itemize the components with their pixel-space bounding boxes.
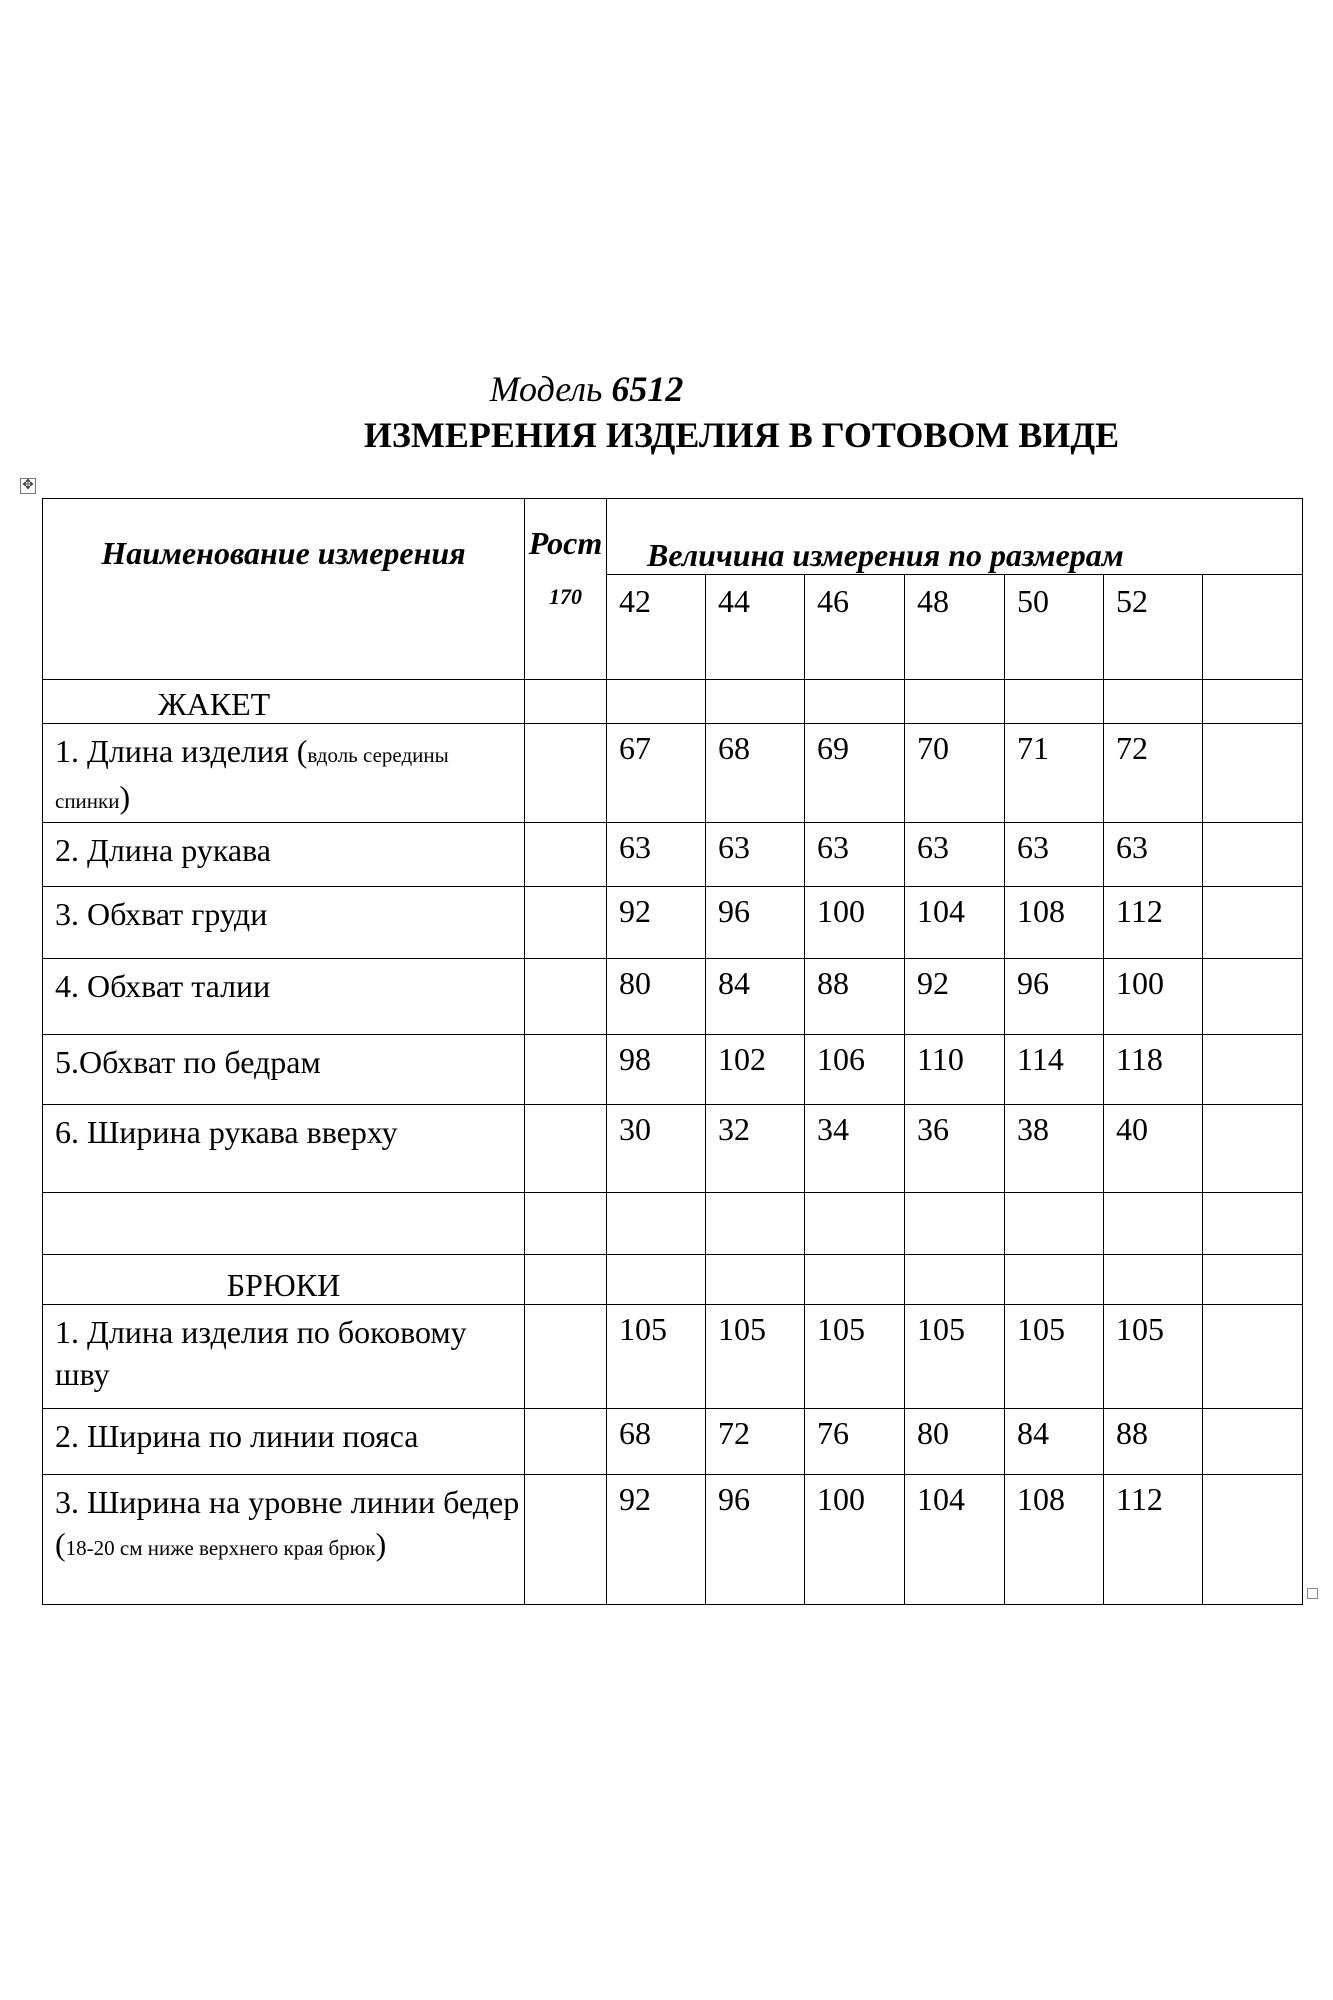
table-row: 1. Длина изделия (вдоль середины спинки) 67 68 69 70 71 72 bbox=[43, 724, 1303, 823]
rost-header-cell: Рост 170 bbox=[525, 499, 607, 680]
measurement-name: 6. Ширина рукава вверху bbox=[43, 1105, 525, 1193]
section-title-jacket: ЖАКЕТ bbox=[43, 680, 525, 724]
table-move-handle-icon[interactable]: ✥ bbox=[20, 478, 36, 494]
size-cell: 48 bbox=[905, 575, 1005, 680]
size-cell: 50 bbox=[1005, 575, 1104, 680]
size-cell: 44 bbox=[706, 575, 805, 680]
table-row: 5.Обхват по бедрам 98 102 106 110 114 118 bbox=[43, 1035, 1303, 1105]
empty-cell bbox=[1203, 575, 1303, 680]
table-row: 4. Обхват талии 80 84 88 92 96 100 bbox=[43, 959, 1303, 1035]
measurement-name: 2. Длина рукава bbox=[43, 823, 525, 887]
measurement-name: 3. Обхват груди bbox=[43, 887, 525, 959]
model-title bbox=[0, 368, 1333, 410]
empty-row bbox=[43, 1193, 1303, 1255]
table-row: 3. Обхват груди 92 96 100 104 108 112 bbox=[43, 887, 1303, 959]
section-row-trousers bbox=[43, 1255, 1303, 1305]
size-cell: 42 bbox=[607, 575, 706, 680]
measurement-name: 1. Длина изделия (вдоль середины спинки) bbox=[43, 724, 525, 823]
measurement-name: 2. Ширина по линии пояса bbox=[43, 1409, 525, 1475]
measurement-name: 4. Обхват талии bbox=[43, 959, 525, 1035]
table-row: 2. Длина рукава 63 63 63 63 63 63 bbox=[43, 823, 1303, 887]
header-row bbox=[43, 499, 1303, 575]
section-row-jacket bbox=[43, 680, 1303, 724]
values-header-cell: Величина измерения по размерам bbox=[607, 499, 1303, 575]
page-title: ИЗМЕРЕНИЯ ИЗДЕЛИЯ В ГОТОВОМ ВИДЕ bbox=[363, 415, 1120, 455]
model-label: Модель bbox=[489, 369, 603, 409]
measurement-name: 3. Ширина на уровне линии бедер (18-20 см ниже верхнего края брюк) bbox=[43, 1475, 525, 1605]
table-row: 3. Ширина на уровне линии бедер (18-20 см ниже верхнего края брюк) 92 96 100 104 108 112 bbox=[43, 1475, 1303, 1605]
size-cell: 46 bbox=[805, 575, 905, 680]
measurement-name: 5.Обхват по бедрам bbox=[43, 1035, 525, 1105]
table-resize-handle-icon[interactable] bbox=[1307, 1588, 1318, 1599]
section-title-trousers: БРЮКИ bbox=[43, 1255, 525, 1305]
measurement-name: 1. Длина изделия по боковому шву bbox=[43, 1305, 525, 1409]
measurements-table bbox=[42, 498, 1303, 1605]
table-row: 1. Длина изделия по боковому шву 105 105 105 105 105 105 bbox=[43, 1305, 1303, 1409]
table-row: 6. Ширина рукава вверху 30 32 34 36 38 40 bbox=[43, 1105, 1303, 1193]
model-number: 6512 bbox=[611, 369, 684, 409]
size-cell: 52 bbox=[1104, 575, 1203, 680]
table-row: 2. Ширина по линии пояса 68 72 76 80 84 88 bbox=[43, 1409, 1303, 1475]
name-header-cell: Наименование измерения bbox=[43, 499, 525, 680]
